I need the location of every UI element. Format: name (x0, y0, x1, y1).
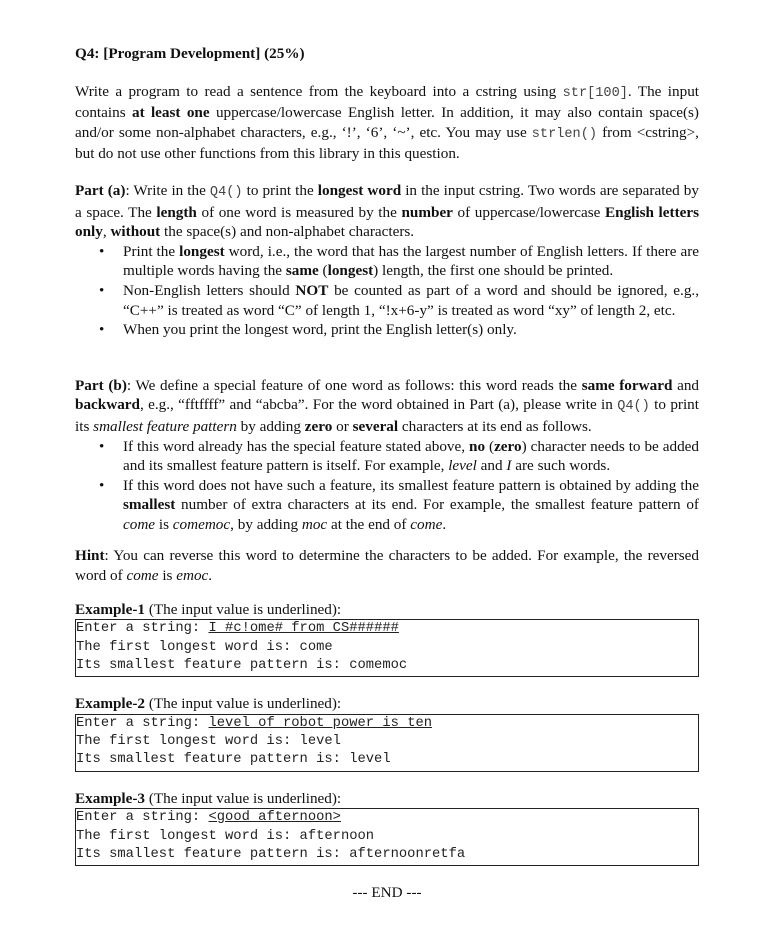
example-output-box (75, 714, 699, 772)
example-line: Its smallest feature pattern is: comemoc (76, 657, 408, 673)
example-line: Enter a string: <good afternoon> (76, 810, 341, 826)
example-title: Example-3 (The input value is underlined): (75, 789, 342, 807)
part-a-label: Part (a) (75, 181, 126, 199)
example-1 (75, 600, 699, 677)
list-item: • Print the longest word, i.e., the word that has the largest number of English letters. If there are multiple words having the same (longest) length, the first one should be printed. (75, 242, 699, 281)
example-line: Its smallest feature pattern is: level (76, 752, 391, 768)
example-3 (75, 789, 699, 866)
example-output-box (75, 619, 699, 677)
list-item: • When you print the longest word, print the English letter(s) only. (75, 320, 699, 340)
part-b-label: Part (b) (75, 376, 127, 394)
inline-code: Q4() (209, 184, 243, 200)
example-input: level of robot power is ten (208, 715, 433, 731)
example-2 (75, 694, 699, 771)
question-page (75, 44, 699, 903)
intro-paragraph: Write a program to read a sentence from the keyboard into a cstring using str[100]. The input contains at least one uppercase/lowercase English letter. In addition, it may also contain space(s) and/or some non-alphabet characters, e.g., ‘!’, ‘6’, ‘~’, etc. You may use strlen() from <cstring>, but do not use other functions from this library in this question. (75, 82, 700, 163)
example-input: <good afternoon> (208, 810, 341, 826)
inline-code: str[100] (562, 85, 628, 101)
inline-code: Q4() (617, 399, 650, 415)
part-a-paragraph: Part (a): Write in the Q4() to print the longest word in the input cstring. Two words are separated by a space. The length of one word is measured by the number of uppercase/lowercase English letters only, without the space(s) and non-alphabet characters. (75, 181, 700, 241)
example-input: I #c!ome# from CS###### (208, 621, 399, 637)
end-marker: --- END --- (352, 884, 422, 902)
inline-code: strlen() (531, 126, 598, 142)
part-b-bullets (75, 437, 699, 535)
hint-paragraph: Hint: You can reverse this word to determine the characters to be added. For example, the reversed word of come is emoc. (75, 547, 699, 585)
example-output-box (75, 808, 699, 866)
example-line: The first longest word is: afternoon (76, 828, 375, 844)
example-line: Enter a string: I #c!ome# from CS###### (76, 621, 399, 637)
example-line: The first longest word is: come (76, 639, 333, 655)
hint-label: Hint (75, 547, 105, 565)
question-heading: Q4: [Program Development] (25%) (75, 45, 305, 62)
example-line: The first longest word is: level (76, 734, 341, 750)
list-item: • If this word does not have such a feature, its smallest feature pattern is obtained by adding the smallest number of extra characters at its end. For example, the smallest feature pattern of come is comemoc, by adding moc at the end of come. (75, 476, 699, 535)
part-a-bullets (75, 242, 699, 340)
example-line: Its smallest feature pattern is: afternoonretfa (76, 846, 466, 862)
list-item: • Non-English letters should NOT be counted as part of a word and should be ignored, e.g., “C++” is treated as word “C” of length 1, “!x+6-y” is treated as word “xy” of length 2, etc. (75, 281, 699, 320)
list-item: • If this word already has the special feature stated above, no (zero) character needs to be added and its smallest feature pattern is itself. For example, level and I are such words. (75, 437, 699, 476)
example-title: Example-1 (The input value is underlined): (75, 600, 342, 618)
example-line: Enter a string: level of robot power is ten (76, 715, 433, 731)
example-title: Example-2 (The input value is underlined): (75, 695, 342, 713)
part-b-paragraph: Part (b): We define a special feature of one word as follows: this word reads the same forward and backward, e.g., “fftffff” and “abcba”. For the word obtained in Part (a), please write in Q4() to print its smallest feature pattern by adding zero or several characters at its end as follows. (75, 376, 700, 435)
